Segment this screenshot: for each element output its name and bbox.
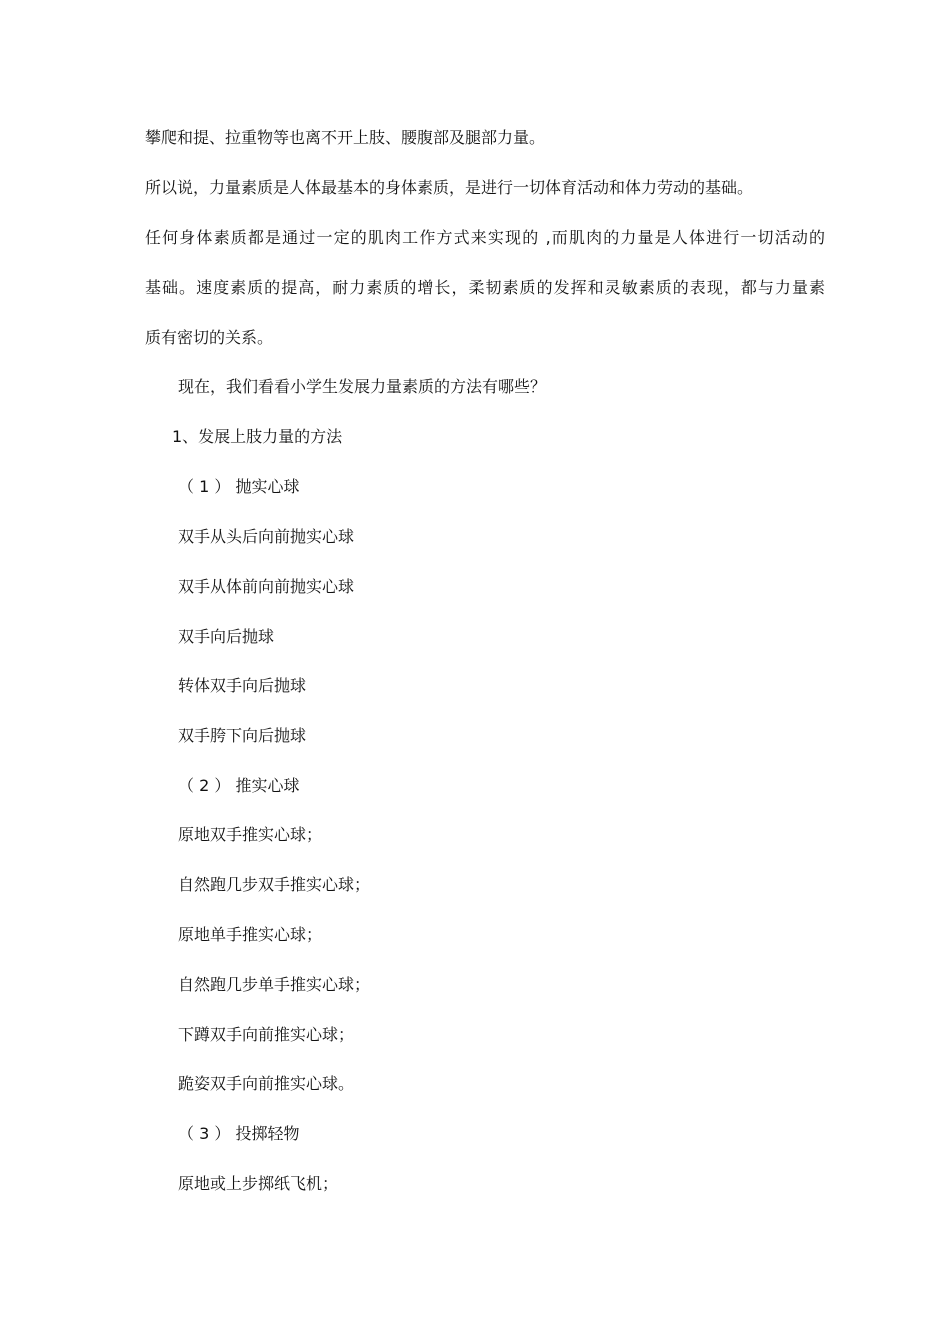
paragraph-line-4: 基础。速度素质的提高，耐力素质的增长，柔韧素质的发挥和灵敏素质的表现，都与力量素 <box>145 278 825 297</box>
intro-question: 现在，我们看看小学生发展力量素质的方法有哪些？ <box>178 377 547 396</box>
list-item: 原地或上步掷纸飞机； <box>178 1174 339 1193</box>
list-item: 双手向后抛球 <box>178 627 275 646</box>
list-item: 下蹲双手向前推实心球； <box>178 1025 355 1044</box>
list-item: 跪姿双手向前推实心球。 <box>178 1074 355 1093</box>
list-item: 原地双手推实心球； <box>178 825 323 844</box>
subheading-2: （ 2 ） 推实心球 <box>178 776 300 795</box>
paragraph-line-1: 攀爬和提、拉重物等也离不开上肢、腰腹部及腿部力量。 <box>145 128 546 147</box>
list-item: 自然跑几步双手推实心球； <box>178 875 371 894</box>
paragraph-line-2: 所以说，力量素质是人体最基本的身体素质，是进行一切体育活动和体力劳动的基础。 <box>145 178 754 197</box>
section-heading-upper-limb: 1、发展上肢力量的方法 <box>172 427 343 446</box>
list-item: 自然跑几步单手推实心球； <box>178 975 371 994</box>
list-item: 双手从体前向前抛实心球 <box>178 577 355 596</box>
list-item: 原地单手推实心球； <box>178 925 323 944</box>
list-item: 双手从头后向前抛实心球 <box>178 527 355 546</box>
subheading-3: （ 3 ） 投掷轻物 <box>178 1124 300 1143</box>
paragraph-line-3: 任何身体素质都是通过一定的肌肉工作方式来实现的 ,而肌肉的力量是人体进行一切活动的 <box>145 228 825 247</box>
list-item: 转体双手向后抛球 <box>178 676 307 695</box>
paragraph-line-5: 质有密切的关系。 <box>145 328 274 347</box>
list-item: 双手胯下向后抛球 <box>178 726 307 745</box>
subheading-1: （ 1 ） 抛实心球 <box>178 477 300 496</box>
